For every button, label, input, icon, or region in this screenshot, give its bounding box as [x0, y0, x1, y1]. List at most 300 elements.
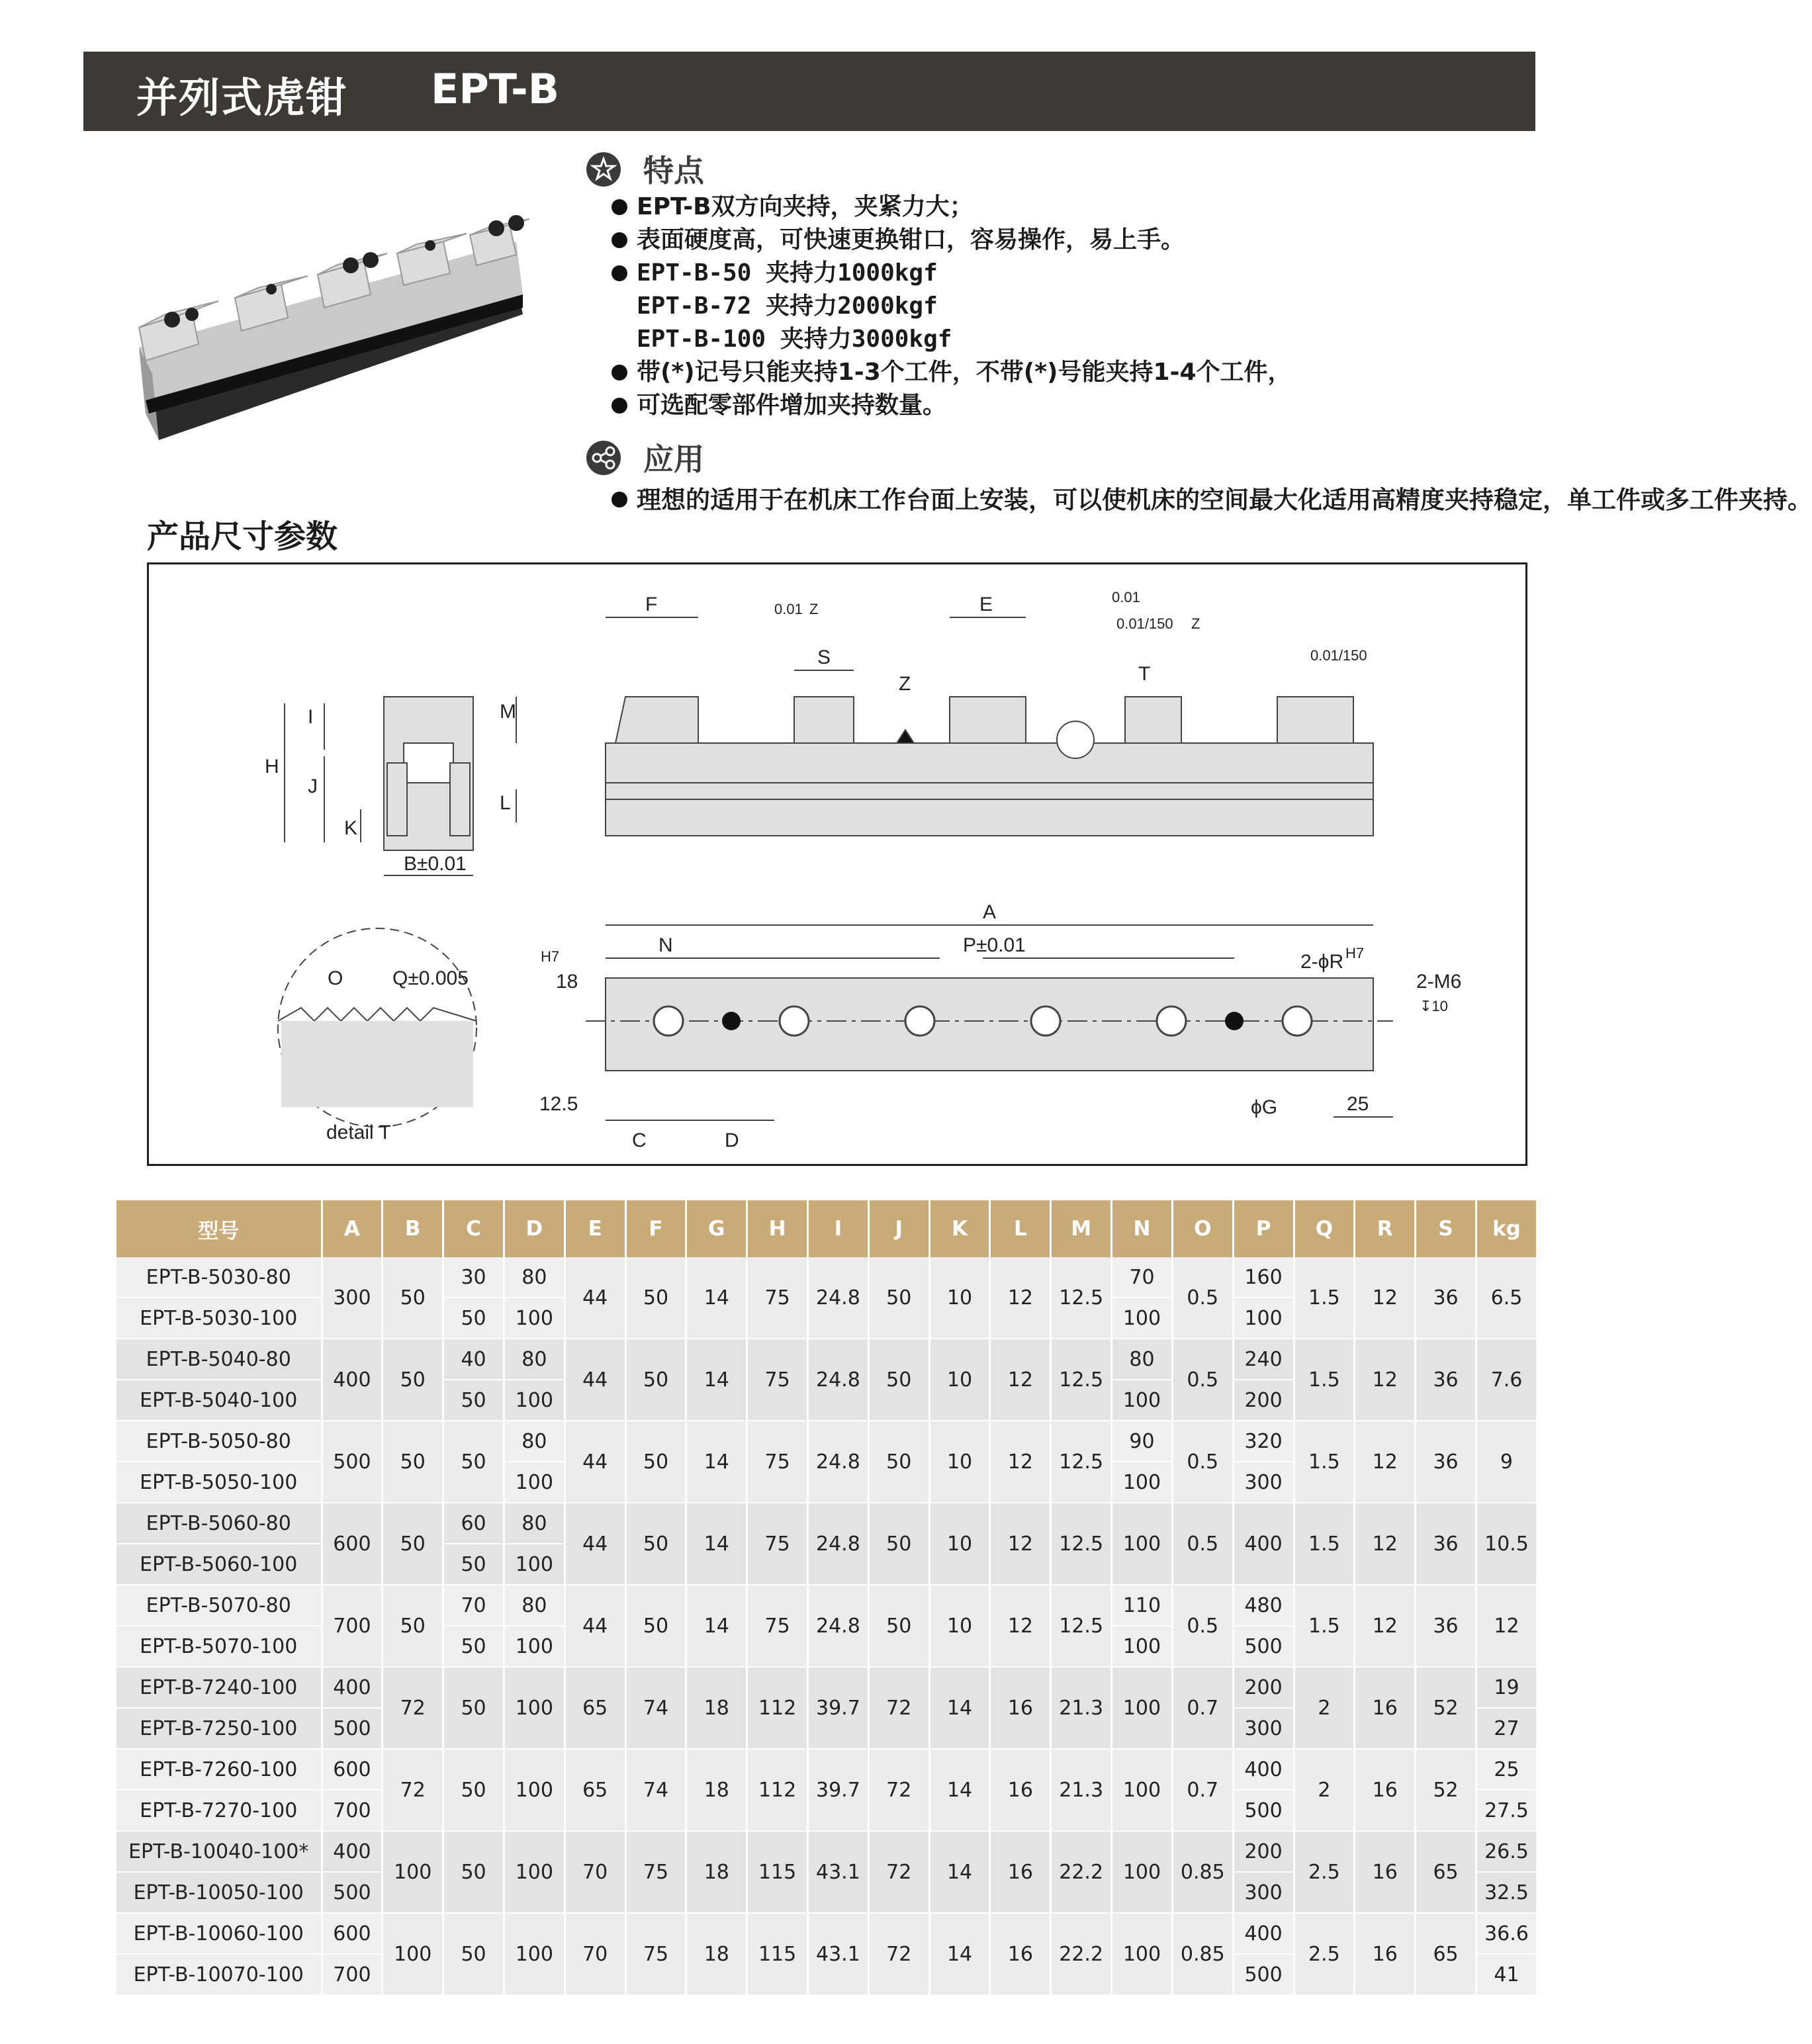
- table-cell-j: 50: [868, 1257, 929, 1339]
- dim-A-label: A: [983, 901, 997, 923]
- table-cell-k: 14: [929, 1749, 990, 1831]
- dim-G-label: ϕG: [1251, 1096, 1278, 1118]
- table-cell-b: 50: [383, 1339, 443, 1421]
- feature-item: 可选配零部件增加夹持数量。: [609, 389, 1292, 422]
- table-cell-g: 14: [686, 1585, 747, 1667]
- dim-S-label: S: [817, 646, 831, 668]
- table-cell-c: 50: [443, 1667, 504, 1749]
- table-cell-p: 500: [1233, 1790, 1294, 1831]
- table-cell-c: 70: [443, 1585, 504, 1626]
- column-header-model: 型号: [116, 1200, 322, 1257]
- table-cell-s: 36: [1416, 1585, 1476, 1667]
- table-cell-m: 12.5: [1051, 1503, 1112, 1585]
- table-cell-i: 24.8: [808, 1339, 869, 1421]
- column-header-r: R: [1355, 1200, 1416, 1257]
- table-cell-q: 1.5: [1294, 1503, 1355, 1585]
- table-cell-q: 2.5: [1294, 1913, 1355, 1995]
- table-cell-r: 16: [1355, 1831, 1416, 1913]
- tolerance-1-ref: Z: [809, 601, 819, 617]
- table-row: [116, 1667, 1537, 1708]
- table-cell-m: 21.3: [1051, 1667, 1112, 1749]
- table-cell-model: EPT-B-7260-100: [116, 1749, 322, 1790]
- column-header-b: B: [383, 1200, 443, 1257]
- table-cell-f: 50: [625, 1421, 686, 1503]
- table-cell-o: 0.5: [1172, 1421, 1233, 1503]
- table-cell-d: 80: [504, 1503, 565, 1544]
- detail-caption: detail T: [326, 1122, 391, 1143]
- detail-T-label: T: [1138, 663, 1151, 685]
- table-cell-model: EPT-B-7240-100: [116, 1667, 322, 1708]
- spec-table: [116, 1200, 1538, 1996]
- tolerance-2a: 0.01: [1112, 589, 1140, 605]
- table-cell-g: 18: [686, 1667, 747, 1749]
- table-cell-d: 100: [504, 1462, 565, 1503]
- table-row: [116, 1831, 1537, 1872]
- dim-R-label: 2-ϕR: [1300, 951, 1344, 973]
- table-cell-kg: 27.5: [1476, 1790, 1537, 1831]
- table-cell-a: 600: [322, 1503, 383, 1585]
- table-cell-s: 65: [1416, 1831, 1476, 1913]
- table-cell-a: 500: [322, 1708, 383, 1749]
- table-cell-g: 14: [686, 1421, 747, 1503]
- table-cell-model: EPT-B-5070-80: [116, 1585, 322, 1626]
- table-cell-n: 100: [1112, 1667, 1173, 1749]
- table-cell-k: 10: [929, 1339, 990, 1421]
- table-cell-c: 50: [443, 1831, 504, 1913]
- table-cell-q: 1.5: [1294, 1339, 1355, 1421]
- table-cell-f: 75: [625, 1913, 686, 1995]
- page-title: 并列式虎钳: [136, 73, 349, 122]
- table-cell-e: 44: [565, 1421, 625, 1503]
- table-cell-d: 100: [504, 1831, 565, 1913]
- table-cell-p: 300: [1233, 1462, 1294, 1503]
- column-header-kg: kg: [1476, 1200, 1537, 1257]
- column-header-k: K: [929, 1200, 990, 1257]
- dim-N-label: N: [658, 934, 673, 956]
- table-cell-j: 50: [868, 1585, 929, 1667]
- table-cell-model: EPT-B-5040-100: [116, 1380, 322, 1421]
- table-cell-g: 14: [686, 1339, 747, 1421]
- dim-M-label: M: [500, 701, 516, 723]
- dim-L-label: L: [500, 792, 511, 814]
- feature-item: EPT-B双方向夹持，夹紧力大；: [609, 191, 1292, 224]
- table-cell-s: 52: [1416, 1667, 1476, 1749]
- dim-E-label: E: [979, 594, 993, 615]
- table-cell-d: 100: [504, 1749, 565, 1831]
- table-cell-model: EPT-B-5050-80: [116, 1421, 322, 1462]
- dim-M6-depth: ↧10: [1420, 998, 1448, 1014]
- table-cell-s: 36: [1416, 1257, 1476, 1339]
- table-cell-p: 400: [1233, 1503, 1294, 1585]
- table-cell-l: 12: [990, 1503, 1051, 1585]
- application-title: 应用: [643, 441, 704, 477]
- column-header-j: J: [868, 1200, 929, 1257]
- table-cell-d: 100: [504, 1626, 565, 1667]
- table-cell-a: 700: [322, 1790, 383, 1831]
- column-header-g: G: [686, 1200, 747, 1257]
- dim-B-label: B±0.01: [404, 853, 467, 875]
- table-cell-k: 10: [929, 1421, 990, 1503]
- table-cell-p: 400: [1233, 1913, 1294, 1954]
- table-cell-e: 70: [565, 1913, 625, 1995]
- table-cell-p: 500: [1233, 1626, 1294, 1667]
- table-cell-g: 14: [686, 1503, 747, 1585]
- table-cell-e: 65: [565, 1667, 625, 1749]
- model-title: EPT-B: [431, 65, 559, 113]
- column-header-n: N: [1112, 1200, 1173, 1257]
- table-cell-r: 12: [1355, 1257, 1416, 1339]
- table-cell-n: 100: [1112, 1626, 1173, 1667]
- table-cell-kg: 25: [1476, 1749, 1537, 1790]
- table-cell-g: 18: [686, 1749, 747, 1831]
- table-row: [116, 1585, 1537, 1626]
- column-header-l: L: [990, 1200, 1051, 1257]
- table-cell-d: 100: [504, 1913, 565, 1995]
- table-row: [116, 1339, 1537, 1380]
- table-cell-p: 320: [1233, 1421, 1294, 1462]
- table-cell-e: 44: [565, 1257, 625, 1339]
- table-cell-i: 39.7: [808, 1667, 869, 1749]
- table-cell-n: 70: [1112, 1257, 1173, 1298]
- table-row: [116, 1421, 1537, 1462]
- table-cell-j: 72: [868, 1831, 929, 1913]
- dim-M6-label: 2-M6: [1416, 971, 1462, 993]
- table-cell-c: 50: [443, 1544, 504, 1585]
- table-cell-b: 50: [383, 1257, 443, 1339]
- table-cell-r: 16: [1355, 1667, 1416, 1749]
- dim-I-label: I: [308, 706, 314, 728]
- table-cell-i: 24.8: [808, 1421, 869, 1503]
- star-icon: [585, 151, 622, 188]
- table-cell-p: 300: [1233, 1872, 1294, 1913]
- table-cell-i: 24.8: [808, 1585, 869, 1667]
- table-cell-l: 16: [990, 1913, 1051, 1995]
- dim-D-label: D: [725, 1130, 739, 1151]
- table-cell-m: 22.2: [1051, 1831, 1112, 1913]
- table-cell-k: 10: [929, 1503, 990, 1585]
- table-cell-e: 70: [565, 1831, 625, 1913]
- table-cell-n: 80: [1112, 1339, 1173, 1380]
- table-cell-j: 50: [868, 1421, 929, 1503]
- table-cell-s: 36: [1416, 1339, 1476, 1421]
- table-cell-r: 16: [1355, 1913, 1416, 1995]
- table-cell-i: 43.1: [808, 1831, 869, 1913]
- tolerance-2-ref: Z: [1191, 615, 1200, 632]
- table-cell-p: 300: [1233, 1708, 1294, 1749]
- table-cell-l: 12: [990, 1257, 1051, 1339]
- table-cell-r: 12: [1355, 1585, 1416, 1667]
- table-cell-a: 700: [322, 1585, 383, 1667]
- table-cell-h: 112: [747, 1667, 808, 1749]
- table-cell-k: 14: [929, 1667, 990, 1749]
- table-cell-h: 112: [747, 1749, 808, 1831]
- table-cell-kg: 32.5: [1476, 1872, 1537, 1913]
- feature-item: 表面硬度高，可快速更换钳口，容易操作，易上手。: [609, 224, 1292, 257]
- table-cell-s: 65: [1416, 1913, 1476, 1995]
- table-cell-k: 14: [929, 1831, 990, 1913]
- table-cell-l: 12: [990, 1585, 1051, 1667]
- table-cell-kg: 36.6: [1476, 1913, 1537, 1954]
- table-cell-a: 300: [322, 1257, 383, 1339]
- table-cell-q: 2: [1294, 1667, 1355, 1749]
- table-cell-c: 40: [443, 1339, 504, 1380]
- dim-18-sup: H7: [541, 948, 560, 965]
- table-cell-b: 72: [383, 1667, 443, 1749]
- table-cell-model: EPT-B-5070-100: [116, 1626, 322, 1667]
- table-cell-h: 75: [747, 1339, 808, 1421]
- table-cell-kg: 9: [1476, 1421, 1537, 1503]
- dim-P-label: P±0.01: [963, 934, 1026, 956]
- table-cell-r: 12: [1355, 1339, 1416, 1421]
- table-cell-n: 100: [1112, 1503, 1173, 1585]
- table-cell-d: 100: [504, 1667, 565, 1749]
- table-cell-m: 12.5: [1051, 1421, 1112, 1503]
- tolerance-1: 0.01: [774, 601, 803, 617]
- table-cell-e: 65: [565, 1749, 625, 1831]
- tolerance-2b: 0.01/150: [1116, 615, 1173, 632]
- table-cell-f: 74: [625, 1667, 686, 1749]
- table-cell-m: 12.5: [1051, 1585, 1112, 1667]
- table-cell-n: 100: [1112, 1913, 1173, 1995]
- table-cell-d: 100: [504, 1298, 565, 1339]
- column-header-o: O: [1172, 1200, 1233, 1257]
- table-cell-f: 50: [625, 1585, 686, 1667]
- table-cell-c: 50: [443, 1913, 504, 1995]
- table-cell-o: 0.85: [1172, 1831, 1233, 1913]
- table-cell-kg: 6.5: [1476, 1257, 1537, 1339]
- column-header-q: Q: [1294, 1200, 1355, 1257]
- table-cell-f: 50: [625, 1257, 686, 1339]
- table-cell-g: 18: [686, 1913, 747, 1995]
- table-cell-f: 74: [625, 1749, 686, 1831]
- table-cell-q: 1.5: [1294, 1585, 1355, 1667]
- table-cell-model: EPT-B-10060-100: [116, 1913, 322, 1954]
- column-header-m: M: [1051, 1200, 1112, 1257]
- table-cell-h: 115: [747, 1831, 808, 1913]
- table-cell-g: 14: [686, 1257, 747, 1339]
- table-cell-kg: 7.6: [1476, 1339, 1537, 1421]
- table-cell-c: 50: [443, 1749, 504, 1831]
- table-cell-o: 0.5: [1172, 1503, 1233, 1585]
- table-cell-g: 18: [686, 1831, 747, 1913]
- table-cell-q: 2: [1294, 1749, 1355, 1831]
- table-cell-a: 400: [322, 1339, 383, 1421]
- table-row: [116, 1749, 1537, 1790]
- table-cell-d: 100: [504, 1380, 565, 1421]
- table-cell-c: 50: [443, 1380, 504, 1421]
- table-cell-a: 600: [322, 1749, 383, 1790]
- table-cell-j: 72: [868, 1667, 929, 1749]
- table-cell-h: 75: [747, 1421, 808, 1503]
- table-cell-o: 0.7: [1172, 1667, 1233, 1749]
- dim-K-label: K: [344, 817, 358, 839]
- feature-item: EPT-B-100 夹持力3000kgf: [637, 326, 952, 353]
- table-cell-b: 100: [383, 1831, 443, 1913]
- table-cell-kg: 10.5: [1476, 1503, 1537, 1585]
- dim-C-label: C: [632, 1130, 647, 1151]
- table-cell-b: 100: [383, 1913, 443, 1995]
- table-cell-kg: 19: [1476, 1667, 1537, 1708]
- table-cell-kg: 41: [1476, 1954, 1537, 1995]
- table-cell-n: 90: [1112, 1421, 1173, 1462]
- column-header-a: A: [322, 1200, 383, 1257]
- share-icon: [585, 439, 622, 476]
- product-image: [119, 202, 543, 473]
- table-cell-c: 50: [443, 1626, 504, 1667]
- column-header-f: F: [625, 1200, 686, 1257]
- table-row: [116, 1503, 1537, 1544]
- feature-item: EPT-B-72 夹持力2000kgf: [637, 292, 938, 320]
- table-cell-model: EPT-B-5060-80: [116, 1503, 322, 1544]
- table-cell-j: 50: [868, 1503, 929, 1585]
- table-cell-s: 36: [1416, 1503, 1476, 1585]
- table-body: [116, 1257, 1537, 1995]
- table-cell-o: 0.5: [1172, 1257, 1233, 1339]
- table-cell-n: 100: [1112, 1380, 1173, 1421]
- table-cell-f: 75: [625, 1831, 686, 1913]
- dim-25-label: 25: [1347, 1093, 1369, 1115]
- table-cell-n: 100: [1112, 1749, 1173, 1831]
- features-list: [609, 191, 1292, 422]
- table-cell-p: 200: [1233, 1831, 1294, 1872]
- table-cell-e: 44: [565, 1585, 625, 1667]
- table-cell-a: 400: [322, 1831, 383, 1872]
- table-header-row: [116, 1200, 1537, 1257]
- table-cell-d: 80: [504, 1339, 565, 1380]
- params-title: 产品尺寸参数: [147, 518, 338, 555]
- datum-Z-label: Z: [899, 673, 911, 695]
- table-cell-p: 400: [1233, 1749, 1294, 1790]
- table-cell-r: 16: [1355, 1749, 1416, 1831]
- table-cell-o: 0.7: [1172, 1749, 1233, 1831]
- dim-R-sup: H7: [1345, 945, 1365, 961]
- table-cell-m: 12.5: [1051, 1257, 1112, 1339]
- table-cell-l: 16: [990, 1667, 1051, 1749]
- table-cell-p: 200: [1233, 1667, 1294, 1708]
- table-cell-kg: 26.5: [1476, 1831, 1537, 1872]
- table-cell-n: 100: [1112, 1298, 1173, 1339]
- table-cell-n: 100: [1112, 1462, 1173, 1503]
- table-cell-q: 2.5: [1294, 1831, 1355, 1913]
- table-cell-l: 16: [990, 1831, 1051, 1913]
- table-cell-q: 1.5: [1294, 1421, 1355, 1503]
- feature-item: 带(*)记号只能夹持1-3个工件，不带(*)号能夹持1-4个工件，: [609, 356, 1292, 389]
- table-cell-p: 500: [1233, 1954, 1294, 1995]
- table-cell-p: 480: [1233, 1585, 1294, 1626]
- table-cell-m: 12.5: [1051, 1339, 1112, 1421]
- table-cell-q: 1.5: [1294, 1257, 1355, 1339]
- table-cell-p: 100: [1233, 1298, 1294, 1339]
- table-cell-h: 75: [747, 1503, 808, 1585]
- tolerance-3: 0.01/150: [1310, 647, 1367, 664]
- column-header-s: S: [1416, 1200, 1476, 1257]
- table-cell-l: 16: [990, 1749, 1051, 1831]
- table-cell-h: 115: [747, 1913, 808, 1995]
- table-cell-j: 72: [868, 1749, 929, 1831]
- table-cell-e: 44: [565, 1503, 625, 1585]
- table-cell-l: 12: [990, 1421, 1051, 1503]
- feature-item: EPT-B-50 夹持力1000kgf: [609, 257, 1292, 290]
- technical-drawing: [147, 562, 1527, 1166]
- header-bar: [83, 52, 1535, 131]
- table-cell-d: 80: [504, 1585, 565, 1626]
- table-cell-r: 12: [1355, 1503, 1416, 1585]
- table-cell-kg: 12: [1476, 1585, 1537, 1667]
- table-cell-model: EPT-B-7270-100: [116, 1790, 322, 1831]
- table-cell-i: 24.8: [808, 1503, 869, 1585]
- table-cell-d: 100: [504, 1544, 565, 1585]
- table-cell-model: EPT-B-5030-100: [116, 1298, 322, 1339]
- table-cell-e: 44: [565, 1339, 625, 1421]
- table-cell-h: 75: [747, 1257, 808, 1339]
- table-cell-i: 39.7: [808, 1749, 869, 1831]
- dim-J-label: J: [308, 776, 318, 797]
- table-cell-model: EPT-B-10040-100*: [116, 1831, 322, 1872]
- table-cell-o: 0.5: [1172, 1339, 1233, 1421]
- column-header-c: C: [443, 1200, 504, 1257]
- column-header-d: D: [504, 1200, 565, 1257]
- table-cell-d: 80: [504, 1421, 565, 1462]
- table-cell-c: 30: [443, 1257, 504, 1298]
- dim-F-label: F: [645, 594, 658, 615]
- table-cell-model: EPT-B-10070-100: [116, 1954, 322, 1995]
- table-cell-o: 0.85: [1172, 1913, 1233, 1995]
- table-cell-c: 60: [443, 1503, 504, 1544]
- table-row: [116, 1913, 1537, 1954]
- table-cell-b: 50: [383, 1503, 443, 1585]
- table-cell-c: 50: [443, 1298, 504, 1339]
- table-cell-a: 500: [322, 1872, 383, 1913]
- dim-18-label: 18: [556, 971, 578, 993]
- table-cell-a: 700: [322, 1954, 383, 1995]
- table-cell-p: 240: [1233, 1339, 1294, 1380]
- table-cell-o: 0.5: [1172, 1585, 1233, 1667]
- table-row: [116, 1257, 1537, 1298]
- table-cell-f: 50: [625, 1503, 686, 1585]
- table-cell-r: 12: [1355, 1421, 1416, 1503]
- dim-H-label: H: [265, 756, 279, 778]
- table-cell-j: 50: [868, 1339, 929, 1421]
- table-cell-s: 36: [1416, 1421, 1476, 1503]
- table-cell-a: 500: [322, 1421, 383, 1503]
- table-cell-p: 200: [1233, 1380, 1294, 1421]
- table-cell-s: 52: [1416, 1749, 1476, 1831]
- table-cell-b: 72: [383, 1749, 443, 1831]
- table-cell-model: EPT-B-10050-100: [116, 1872, 322, 1913]
- table-cell-model: EPT-B-5060-100: [116, 1544, 322, 1585]
- table-cell-n: 100: [1112, 1831, 1173, 1913]
- table-cell-h: 75: [747, 1585, 808, 1667]
- table-cell-k: 14: [929, 1913, 990, 1995]
- table-cell-model: EPT-B-7250-100: [116, 1708, 322, 1749]
- table-cell-model: EPT-B-5030-80: [116, 1257, 322, 1298]
- features-title: 特点: [643, 153, 704, 189]
- table-cell-a: 600: [322, 1913, 383, 1954]
- table-cell-m: 21.3: [1051, 1749, 1112, 1831]
- table-cell-model: EPT-B-5050-100: [116, 1462, 322, 1503]
- table-cell-j: 72: [868, 1913, 929, 1995]
- column-header-e: E: [565, 1200, 625, 1257]
- table-cell-b: 50: [383, 1585, 443, 1667]
- table-cell-c: 50: [443, 1421, 504, 1503]
- detail-Q-label: Q±0.005: [392, 967, 469, 989]
- dim-12-5-label: 12.5: [539, 1093, 578, 1115]
- table-cell-f: 50: [625, 1339, 686, 1421]
- table-cell-k: 10: [929, 1585, 990, 1667]
- table-cell-n: 110: [1112, 1585, 1173, 1626]
- table-cell-i: 43.1: [808, 1913, 869, 1995]
- table-cell-p: 160: [1233, 1257, 1294, 1298]
